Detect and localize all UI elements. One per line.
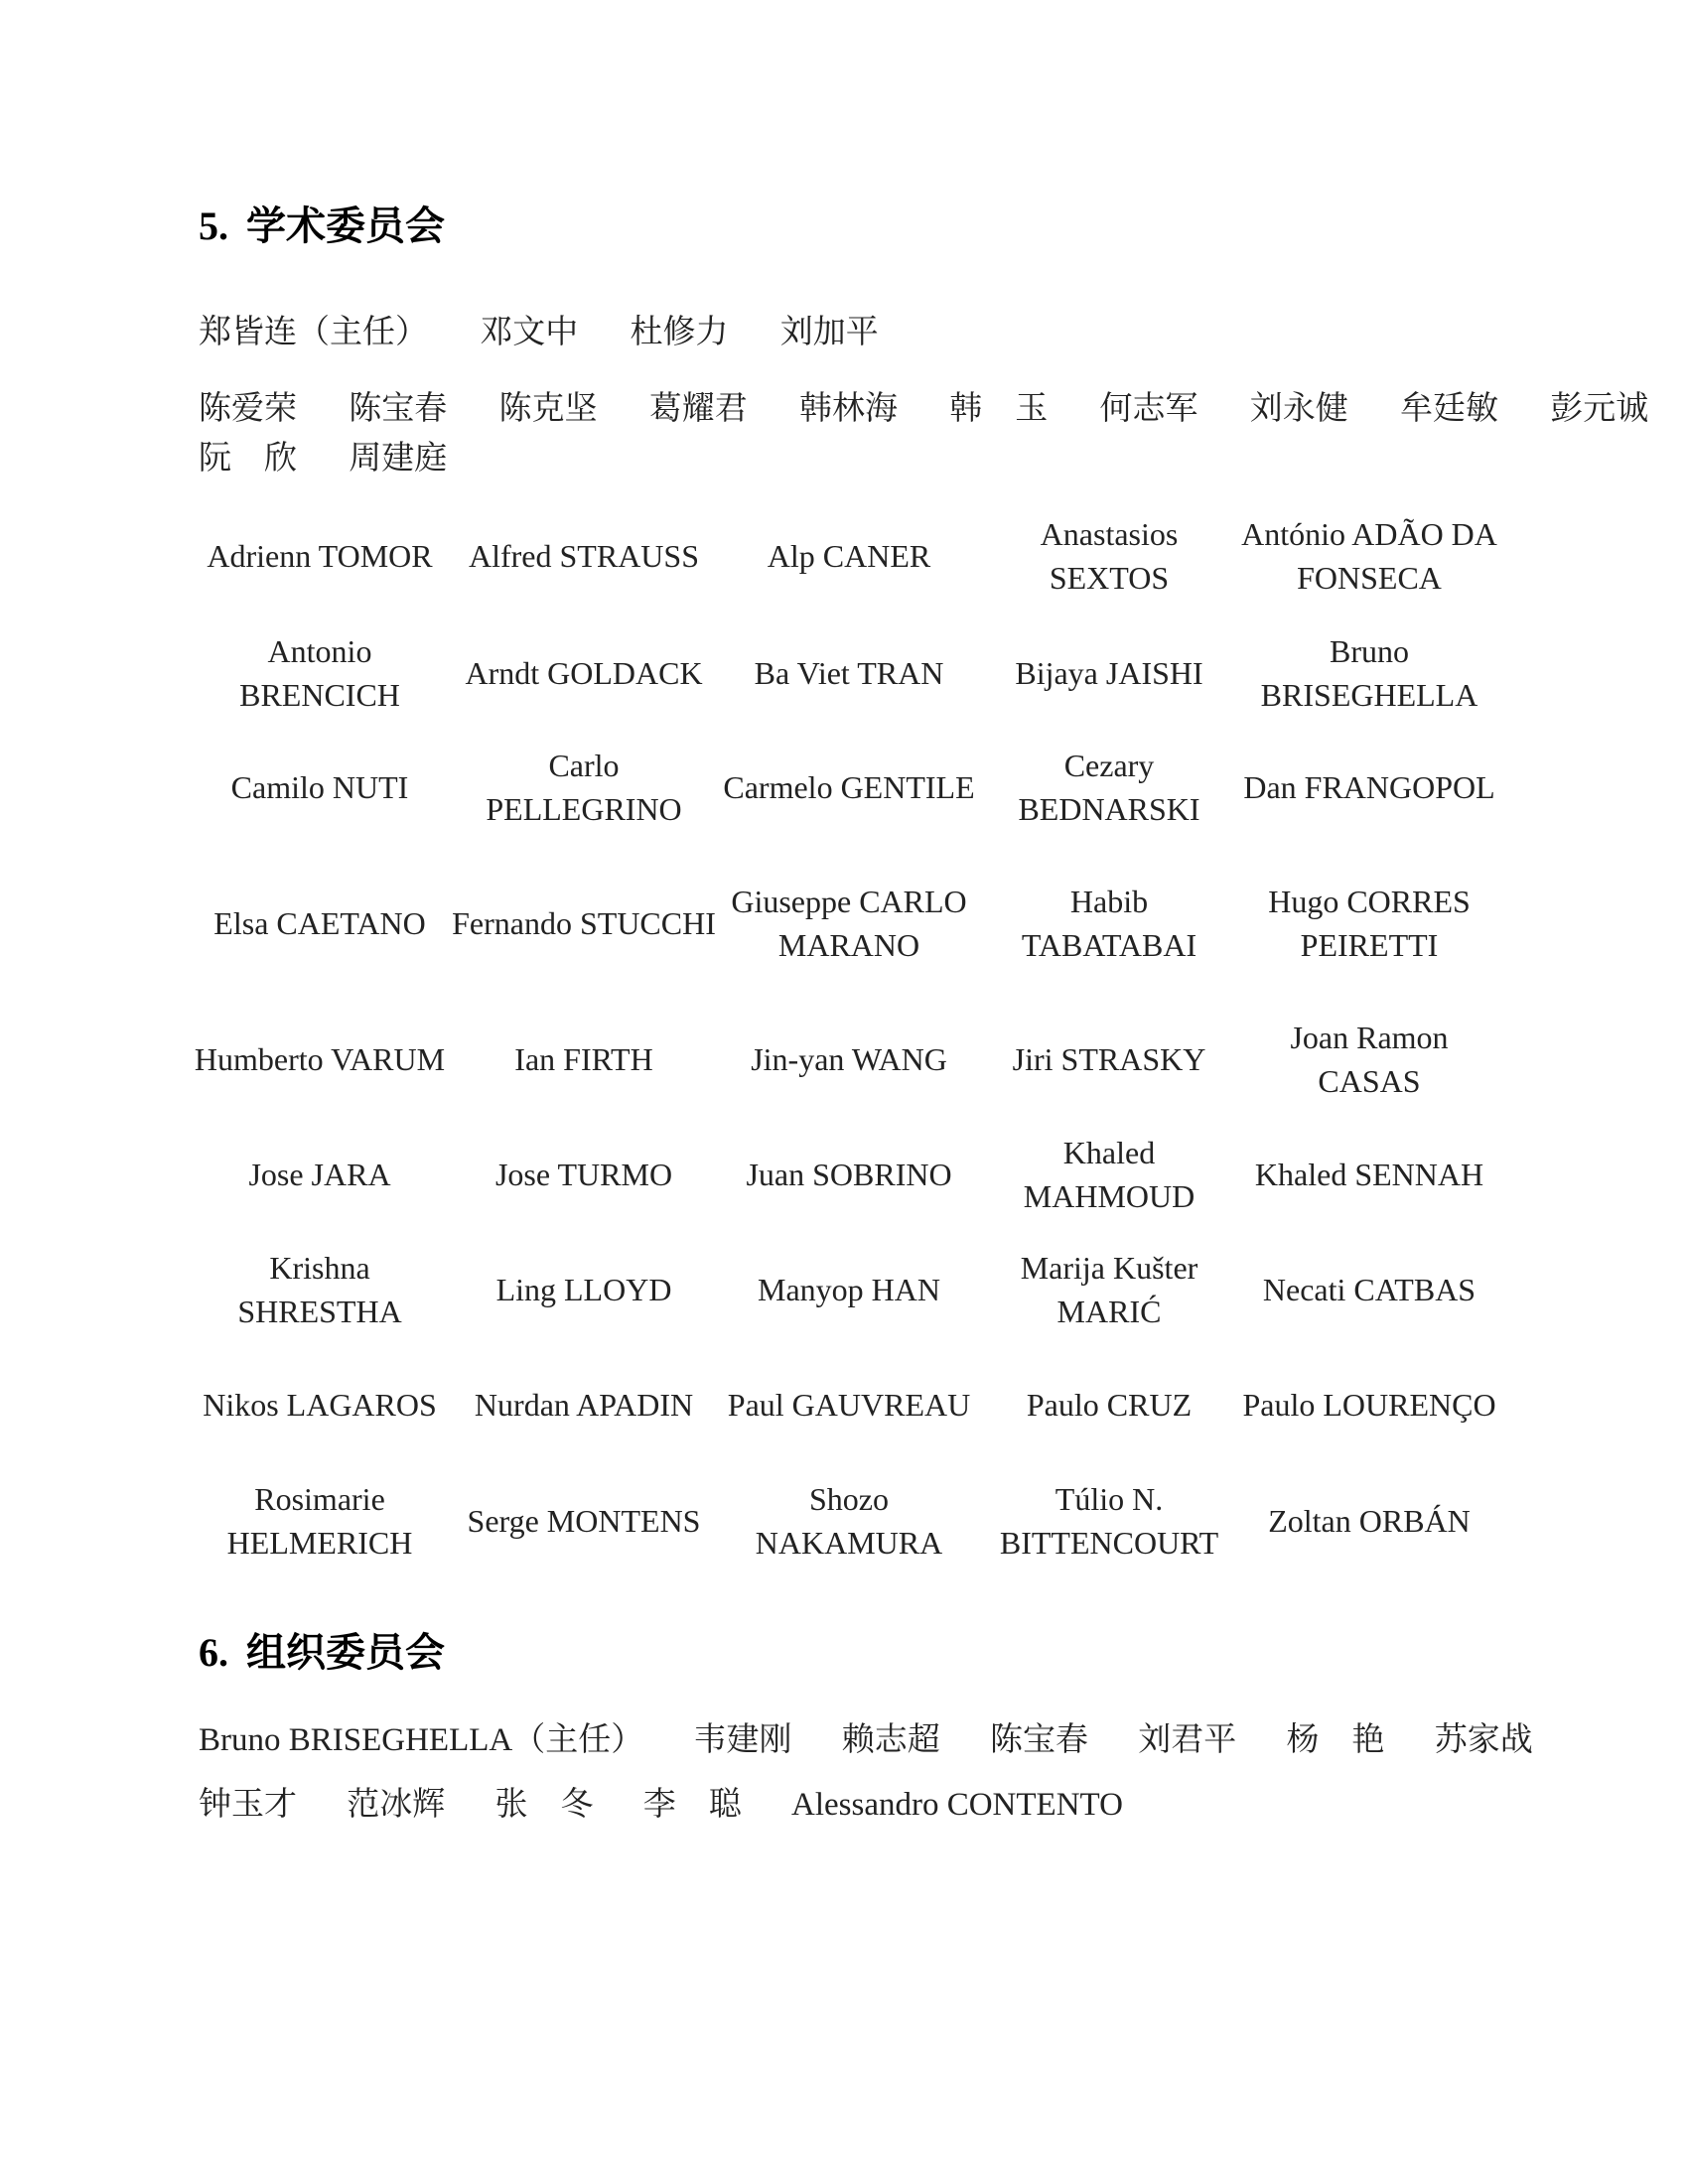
member-name: Bruno BRISEGHELLA（主任） (199, 1722, 644, 1758)
member-name: Khaled MAHMOUD (1023, 1135, 1196, 1214)
member-name: 邓文中 (480, 315, 579, 350)
member-cell (189, 1232, 451, 1347)
member-name: Paulo LOURENÇO (1242, 1386, 1496, 1423)
member-name: 周建庭 (349, 441, 448, 477)
member-name: 郑皆连（主任） (199, 315, 428, 350)
member-cell (717, 1117, 981, 1232)
section-title: 学术委员会 (246, 204, 445, 248)
member-cell (1237, 615, 1501, 730)
member-name: 张 冬 (494, 1787, 594, 1823)
member-cell (451, 1461, 717, 1580)
section-title: 组织委员会 (246, 1630, 445, 1675)
section-number: 6. (199, 1630, 228, 1675)
member-name: 何志军 (1099, 391, 1198, 427)
member-cell (1237, 1461, 1501, 1580)
member-cell (1237, 845, 1501, 1002)
member-name: Marija Kušter MARIĆ (1020, 1250, 1198, 1329)
member-name: Fernando STUCCHI (452, 905, 716, 941)
organizing-members-line-1 (199, 1713, 1575, 1760)
member-cell (451, 1347, 717, 1461)
member-name: 钟玉才 (199, 1787, 297, 1823)
member-name: 范冰辉 (347, 1787, 446, 1823)
member-name: Dan FRANGOPOL (1243, 769, 1495, 805)
member-cell (451, 1002, 717, 1117)
member-cell (189, 1117, 451, 1232)
member-name: Jose JARA (248, 1157, 391, 1192)
member-cell (189, 845, 451, 1002)
member-cell (717, 615, 981, 730)
member-name: Ba Viet TRAN (754, 654, 944, 691)
member-name: 韦建刚 (693, 1722, 792, 1758)
member-name: Hugo CORRES PEIRETTI (1268, 884, 1471, 963)
member-cell (981, 1002, 1237, 1117)
member-name: Krishna SHRESTHA (237, 1250, 402, 1329)
member-name: Alessandro CONTENTO (791, 1787, 1123, 1823)
member-cell (717, 1347, 981, 1461)
member-cell (189, 1002, 451, 1117)
member-cell (981, 730, 1237, 845)
member-cell (189, 730, 451, 845)
member-cell (981, 1461, 1237, 1580)
member-name: Nikos LAGAROS (203, 1386, 437, 1423)
member-name: Nurdan APADIN (474, 1386, 694, 1423)
member-name: Carlo PELLEGRINO (486, 748, 682, 827)
member-name: Adrienn TOMOR (207, 538, 433, 574)
member-name: 陈爱荣 (199, 391, 297, 427)
member-name: 陈克坚 (498, 391, 598, 427)
member-name: Jin-yan WANG (751, 1041, 947, 1077)
member-name: Humberto VARUM (194, 1041, 446, 1077)
member-cell (717, 1002, 981, 1117)
member-name: Manyop HAN (758, 1272, 940, 1307)
member-name: 刘君平 (1138, 1722, 1237, 1758)
member-cell (451, 615, 717, 730)
member-cell (717, 730, 981, 845)
member-name: 韩 玉 (949, 391, 1049, 427)
member-name: Rosimarie HELMERICH (226, 1481, 413, 1561)
member-name: Khaled SENNAH (1254, 1157, 1484, 1192)
member-name: Paulo CRUZ (1026, 1386, 1193, 1423)
member-name: Joan Ramon CASAS (1290, 1020, 1449, 1099)
member-cell (1237, 730, 1501, 845)
member-name: Habib TABATABAI (1021, 884, 1197, 963)
member-name: 苏家战 (1434, 1722, 1533, 1758)
member-name: Alfred STRAUSS (468, 538, 699, 574)
member-cell (1237, 1232, 1501, 1347)
member-cell (1237, 1117, 1501, 1232)
member-name: 杜修力 (630, 315, 729, 350)
member-name: 韩林海 (799, 391, 898, 427)
member-cell (189, 1347, 451, 1461)
member-name: António ADÃO DA FONSECA (1241, 516, 1497, 596)
member-name: 杨 艳 (1286, 1722, 1385, 1758)
member-cell (451, 845, 717, 1002)
member-name: 彭元诚 (1550, 391, 1649, 427)
member-name: Paul GAUVREAU (727, 1386, 971, 1423)
member-cell (717, 1232, 981, 1347)
member-cell (451, 1117, 717, 1232)
member-cell (189, 615, 451, 730)
member-name: Elsa CAETANO (213, 905, 426, 941)
member-name: Túlio N. BITTENCOURT (999, 1481, 1219, 1561)
member-name: Anastasios SEXTOS (1040, 516, 1179, 596)
member-cell (1237, 1002, 1501, 1117)
member-name: 赖志超 (841, 1722, 940, 1758)
section-heading-academic-committee (199, 195, 445, 251)
member-cell (981, 1117, 1237, 1232)
member-name: Carmelo GENTILE (723, 769, 975, 805)
member-name: Serge MONTENS (467, 1503, 701, 1539)
member-cell (981, 496, 1237, 615)
member-cell (717, 496, 981, 615)
member-name: 李 聪 (642, 1787, 742, 1823)
academic-chinese-members-line-2 (199, 382, 1648, 429)
member-name: Camilo NUTI (230, 769, 409, 805)
member-name: Jiri STRASKY (1012, 1041, 1206, 1077)
section-heading-organizing-committee (199, 1621, 445, 1678)
member-cell (981, 845, 1237, 1002)
member-cell (981, 1232, 1237, 1347)
member-cell (189, 1461, 451, 1580)
member-name: Cezary BEDNARSKI (1018, 748, 1200, 827)
member-name: Ian FIRTH (514, 1041, 653, 1077)
member-cell (1237, 1347, 1501, 1461)
member-name: 牟廷敏 (1400, 391, 1498, 427)
academic-chinese-members-line-1 (199, 306, 879, 352)
member-name: 阮 欣 (199, 441, 297, 477)
member-name: Bijaya JAISHI (1015, 654, 1203, 691)
member-name: Shozo NAKAMURA (755, 1481, 943, 1561)
international-members-table (189, 496, 1509, 1580)
member-cell (451, 730, 717, 845)
member-name: 刘永健 (1249, 391, 1348, 427)
academic-chinese-members-line-3 (199, 432, 447, 478)
member-cell (451, 1232, 717, 1347)
member-name: Antonio BRENCICH (239, 632, 400, 713)
member-name: 刘加平 (779, 315, 879, 350)
member-name: 陈宝春 (990, 1722, 1088, 1758)
member-cell (717, 1461, 981, 1580)
member-cell (981, 1347, 1237, 1461)
member-cell (717, 845, 981, 1002)
member-name: 葛耀君 (648, 391, 748, 427)
member-name: Arndt GOLDACK (465, 654, 703, 691)
member-name: Giuseppe CARLO MARANO (731, 884, 967, 963)
section-number: 5. (199, 204, 228, 248)
member-name: Jose TURMO (494, 1157, 673, 1192)
member-cell (1237, 496, 1501, 615)
member-name: Bruno BRISEGHELLA (1260, 632, 1478, 713)
organizing-members-line-2 (199, 1778, 1165, 1825)
member-name: Ling LLOYD (495, 1272, 672, 1307)
member-name: Zoltan ORBÁN (1268, 1503, 1471, 1539)
member-name: Alp CANER (767, 538, 931, 574)
member-cell (981, 615, 1237, 730)
member-name: Juan SOBRINO (746, 1157, 952, 1192)
member-cell (451, 496, 717, 615)
member-name: 陈宝春 (349, 391, 448, 427)
member-name: Necati CATBAS (1262, 1272, 1477, 1307)
member-cell (189, 496, 451, 615)
